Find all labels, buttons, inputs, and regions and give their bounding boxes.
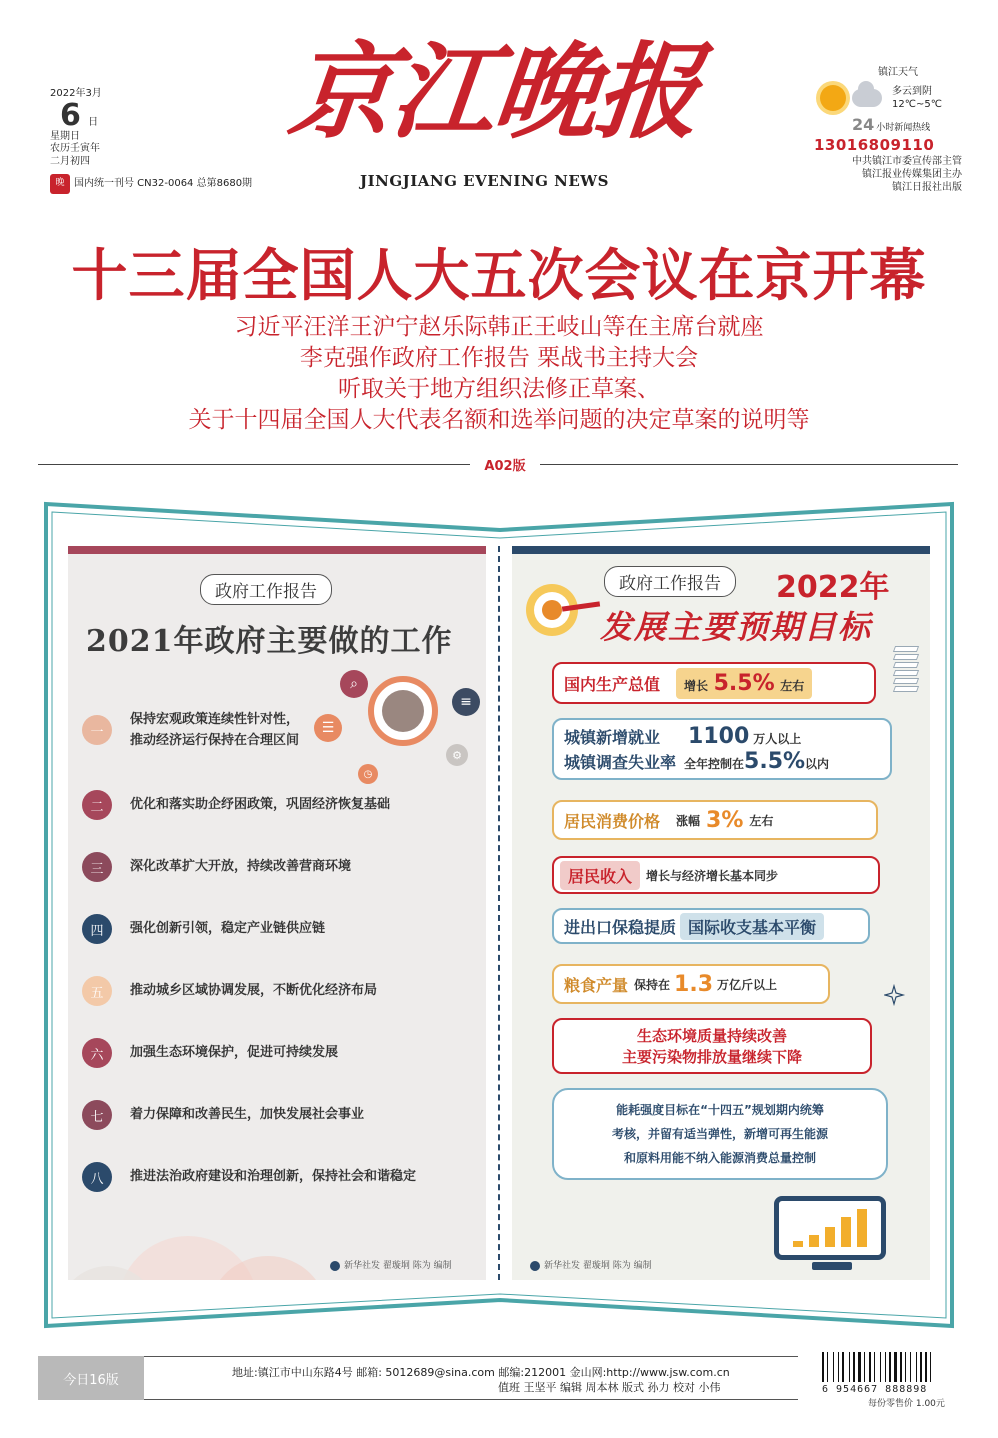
left-tag: 政府工作报告 (200, 574, 332, 605)
xinhua-logo-icon-right (530, 1261, 540, 1271)
left-footer-text: 新华社发 翟璇垌 陈为 编制 (344, 1261, 452, 1271)
num-badge-7: 七 (82, 1100, 112, 1130)
lunar-date: 二月初四 (50, 155, 90, 167)
date-year-month: 2022年3月 (50, 88, 102, 99)
barcode-bar (892, 1352, 893, 1382)
search-icon: ⌕ (340, 670, 368, 698)
grain-value: 1.3 (674, 971, 714, 997)
gear-icon: ⚙ (446, 744, 468, 766)
unemp-value: 5.5% (744, 749, 806, 774)
barcode-bar (903, 1352, 904, 1382)
document-icon: ☰ (314, 714, 342, 742)
work-item-4 (82, 914, 482, 944)
panel-divider (498, 546, 500, 1280)
right-title: 发展主要预期目标 (600, 608, 873, 646)
num-badge-2: 二 (82, 790, 112, 820)
num-badge-5: 五 (82, 976, 112, 1006)
weather-city: 镇江天气 (878, 67, 918, 78)
job-label: 城镇新增就业 (564, 728, 661, 747)
right-topbar (512, 546, 930, 554)
clock-icon: ◷ (358, 764, 378, 784)
goal-ecology (552, 1018, 872, 1074)
sponsor-2: 镇江报业传媒集团主办 (862, 169, 962, 181)
goal-cpi (552, 800, 878, 840)
barcode-number: 6 954667 888898 (822, 1384, 928, 1395)
barcode-bar (920, 1352, 922, 1382)
goal-trade (552, 908, 870, 944)
lunar-year: 农历壬寅年 (50, 143, 100, 154)
sponsor-3: 镇江日报社出版 (892, 182, 962, 194)
hotline-phone: 13016809110 (814, 135, 935, 154)
num-badge-4: 四 (82, 914, 112, 944)
num-badge-1: 一 (82, 715, 112, 745)
work-text-8: 推进法治政府建设和治理创新，保持社会和谐稳定 (130, 1169, 417, 1184)
work-item-3 (82, 852, 482, 882)
main-headline: 十三届全国人大五次会议在京开幕 (71, 243, 927, 309)
page-reference[interactable]: A02版 (470, 455, 540, 474)
barcode-bar (864, 1352, 865, 1382)
barcode-bar (829, 1352, 832, 1382)
barcode-bar (822, 1352, 824, 1382)
retail-price: 每份零售价 1.00元 (868, 1399, 945, 1409)
issn-text: 国内统一刊号 CN32-0064 总第8680期 (74, 177, 253, 189)
eco-line-1: 生态环境质量持续改善 (636, 1027, 787, 1045)
work-text-2: 优化和落实助企纾困政策，巩固经济恢复基础 (130, 797, 391, 812)
barcode-bar (898, 1352, 899, 1382)
barcode-bar (907, 1352, 909, 1382)
hotline-hours: 24 (852, 115, 875, 134)
barcode-bar (835, 1352, 837, 1382)
left-title: 2021年政府主要做的工作 (86, 624, 453, 659)
logo-title: 京江晚报 (283, 30, 705, 153)
barcode-bar (866, 1352, 868, 1382)
weather-desc: 多云到阴 (892, 86, 932, 97)
barcode-bar (853, 1352, 855, 1382)
weekday: 星期日 (50, 130, 80, 142)
barcode-bar (916, 1352, 917, 1382)
barcode-bar (894, 1352, 897, 1382)
barcode-bar (874, 1352, 875, 1382)
income-text: 增长与经济增长基本同步 (646, 868, 779, 883)
work-text-1: 保持宏观政策连续性针对性， 推动经济运行保持在合理区间 (130, 712, 300, 748)
chart-monitor-icon (774, 1196, 886, 1260)
left-topbar (68, 546, 486, 554)
income-label: 居民收入 (560, 861, 640, 890)
job-value: 1100 (688, 724, 750, 749)
subhead-2: 李克强作政府工作报告 栗战书主持大会 (299, 345, 699, 371)
bottom-rule-top (144, 1356, 798, 1357)
barcode-bar (889, 1352, 891, 1382)
barcode-bar (925, 1352, 927, 1382)
work-item-6 (82, 1038, 482, 1068)
barcode-bar (882, 1352, 884, 1382)
right-footer-text: 新华社发 翟璇垌 陈为 编制 (544, 1261, 652, 1271)
work-text-5: 推动城乡区域协调发展，不断优化经济布局 (130, 983, 378, 998)
energy-line-2: 考核，并留有适当弹性，新增可再生能源 (611, 1127, 828, 1141)
gdp-prefix: 增长 (684, 678, 709, 693)
barcode-bar (932, 1352, 935, 1382)
barcode-bar (885, 1352, 886, 1382)
barcode-bar (849, 1352, 850, 1382)
num-badge-6: 六 (82, 1038, 112, 1068)
barcode-bar (869, 1352, 871, 1382)
trade-label: 进出口保稳提质 (564, 917, 677, 937)
cpi-suffix: 左右 (749, 813, 774, 828)
barcode-bar (858, 1352, 861, 1382)
chat-icon: ≡ (452, 688, 480, 716)
sparkle-icon (884, 984, 914, 1014)
barcode-bar (851, 1352, 852, 1382)
xinhua-logo-icon (330, 1261, 340, 1271)
barcode-bar (887, 1352, 888, 1382)
work-item-5 (82, 976, 482, 1006)
weather-temp: 12℃~5℃ (892, 99, 942, 110)
goal-energy (552, 1088, 888, 1180)
barcode-bar (840, 1352, 841, 1382)
cpi-label: 居民消费价格 (564, 811, 661, 831)
work-text-7: 着力保障和改善民生，加快发展社会事业 (130, 1107, 365, 1122)
barcode (822, 1352, 962, 1388)
energy-line-1: 能耗强度目标在“十四五”规划期内统筹 (616, 1103, 824, 1117)
gdp-label: 国内生产总值 (564, 674, 661, 694)
barcode-bar (918, 1352, 919, 1382)
right-tag: 政府工作报告 (604, 566, 736, 597)
barcode-bar (930, 1352, 931, 1382)
subhead-4: 关于十四届全国人大代表名额和选举问题的决定草案的说明等 (188, 407, 810, 433)
goal-grain (552, 964, 830, 1004)
left-infographic (68, 546, 486, 1280)
work-text-4: 强化创新引领，稳定产业链供应链 (130, 921, 326, 936)
barcode-bar (923, 1352, 924, 1382)
barcode-bar (827, 1352, 828, 1382)
goal-income (552, 856, 880, 894)
barcode-bar (910, 1352, 911, 1382)
left-footer (330, 1258, 452, 1271)
goal-employment (552, 718, 892, 780)
date-day: 6 (60, 97, 81, 133)
work-text-6: 加强生态环境保护，促进可持续发展 (130, 1045, 339, 1060)
sponsor-1: 中共镇江市委宣传部主管 (852, 156, 962, 168)
barcode-bar (872, 1352, 873, 1382)
goal-gdp (552, 662, 876, 704)
grain-suffix: 万亿斤以上 (717, 977, 778, 992)
staff-credits: 值班 王坚平 编辑 周本林 版式 孙力 校对 小伟 (498, 1381, 721, 1394)
barcode-bar (900, 1352, 902, 1382)
hotline-label: 小时新闻热线 (876, 123, 931, 133)
unemp-prefix: 全年控制在 (684, 757, 745, 771)
barcode-bar (842, 1352, 844, 1382)
num-badge-8: 八 (82, 1162, 112, 1192)
unemp-label: 城镇调查失业率 (564, 753, 677, 772)
barcode-bar (928, 1352, 929, 1382)
barcode-bar (825, 1352, 826, 1382)
monitor-stand (812, 1262, 852, 1270)
logo-english: JINGJIANG EVENING NEWS (360, 172, 609, 190)
energy-line-3: 和原料用能不纳入能源消费总量控制 (623, 1151, 816, 1165)
barcode-bar (856, 1352, 857, 1382)
right-year: 2022年 (776, 570, 890, 605)
cpi-value: 3% (706, 807, 744, 833)
eco-line-2: 主要污染物排放量继续下降 (621, 1048, 802, 1066)
subhead-1: 习近平汪洋王沪宁赵乐际韩正王岐山等在主席台就座 (234, 314, 764, 340)
contact-address: 地址:镇江市中山东路4号 邮箱: 5012689@sina.com 邮编:212001 金山网:http://www.jsw.com.cn (232, 1366, 730, 1379)
right-footer (530, 1258, 652, 1271)
barcode-bar (912, 1352, 915, 1382)
work-item-1 (82, 708, 482, 752)
unemp-suffix: 以内 (805, 757, 830, 771)
page-count: 今日16版 (38, 1356, 144, 1400)
num-badge-3: 三 (82, 852, 112, 882)
barcode-bar (838, 1352, 839, 1382)
stack-icon (894, 646, 918, 694)
work-item-2 (82, 790, 482, 820)
barcode-bar (833, 1352, 834, 1382)
date-day-unit: 日 (88, 116, 99, 128)
gdp-value: 5.5% (713, 670, 775, 696)
grain-label: 粮食产量 (564, 975, 629, 995)
gdp-suffix: 左右 (780, 678, 805, 693)
work-item-7 (82, 1100, 482, 1130)
cpi-prefix: 涨幅 (676, 813, 701, 828)
barcode-bar (880, 1352, 881, 1382)
barcode-bar (862, 1352, 863, 1382)
grain-prefix: 保持在 (634, 977, 671, 992)
subhead-3: 听取关于地方组织法修正草案、 (338, 376, 660, 402)
barcode-bar (876, 1352, 879, 1382)
barcode-bar (845, 1352, 848, 1382)
right-infographic (512, 546, 930, 1280)
job-suffix: 万人以上 (753, 732, 802, 746)
barcode-bar (905, 1352, 906, 1382)
paper-seal-icon: 晚 (50, 174, 70, 194)
work-text-3: 深化改革扩大开放，持续改善营商环境 (130, 859, 352, 874)
bottom-rule-bottom (144, 1399, 798, 1400)
trade-text: 国际收支基本平衡 (680, 913, 824, 940)
